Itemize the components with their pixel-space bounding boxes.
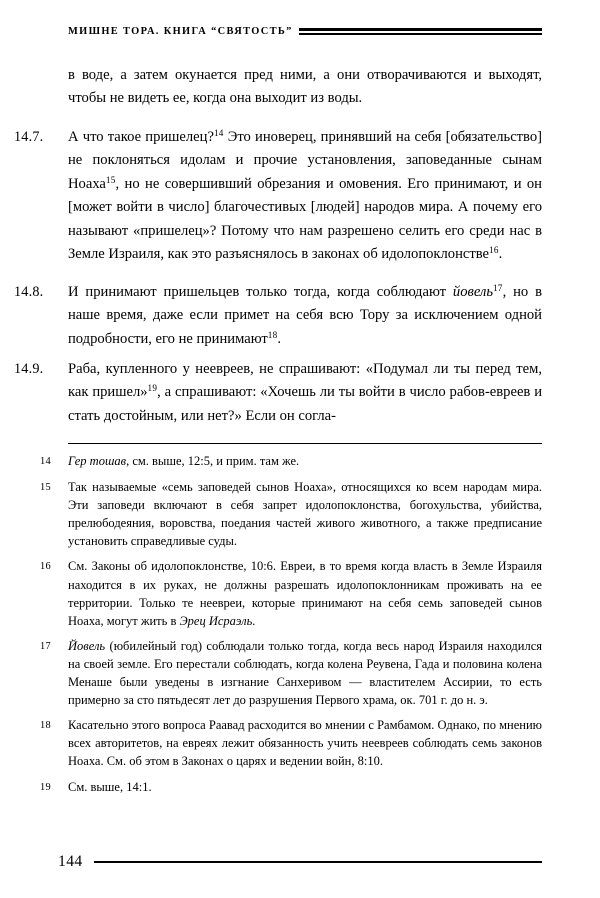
section-14-8-text-1: И принимают пришельцев только тогда, когда соблюдают <box>68 284 453 300</box>
footnote-17-rest: (юбилейный год) соблюдали только тогда, когда весь народ Израиля находился на своей земле. Его перестали соблюдать, когда колена Реувена, Гада и половина колена Менаше были уведены в изгнание Санхеривом — властителем Ассирии, то есть примерно за сто пятьдесят лет до разрушения Первого храма, ок. 701 г. до н. э. <box>68 638 542 708</box>
footnote-item <box>40 452 542 471</box>
section-14-9-text-2: , а спрашивают: «Хочешь ли ты войти в число рабов-евреев и стать достойным, или нет?» Если он согла- <box>68 384 543 424</box>
section-14-7 <box>14 126 542 266</box>
lead-paragraph-block <box>68 64 542 111</box>
header-double-rule <box>299 28 542 35</box>
footnote-marker-15[interactable]: 15 <box>105 175 116 186</box>
footnote-item <box>40 778 542 797</box>
lead-paragraph-text: в воде, а затем окунается пред ними, а они отворачиваются и выходят, чтобы не видеть ее, когда она выходит из воды. <box>68 67 542 107</box>
footnote-number-17: 17 <box>40 640 51 652</box>
footnote-number-16: 16 <box>40 561 51 573</box>
section-body-14-7 <box>68 126 542 266</box>
footnote-14-italic-term: Гер тошав <box>68 454 127 468</box>
footnote-text-15: Так называемые «семь заповедей сынов Ноаха», относящихся ко всем народам мира. Эти заповеди включают в себя запрет идолопоклонства, богохульства, убийства, прелюбодеяния, воровства, поедания частей живого животного, а также предписание установить справедливые суды. <box>68 480 542 549</box>
footnote-marker-18[interactable]: 18 <box>267 330 278 341</box>
footnote-text-16 <box>68 557 542 629</box>
section-14-7-text-1: А что такое пришелец? <box>68 129 214 145</box>
footnote-number-19: 19 <box>40 781 51 793</box>
footnote-16-italic-term: Эрец Исраэль <box>179 613 253 628</box>
footnote-number-14: 14 <box>40 456 51 467</box>
section-14-8-italic-term: йовель <box>452 284 493 300</box>
footnote-16-before: См. Законы об идолопоклонстве, 10:6. Евреи, в то время когда власть в Земле Израиля находится в их руках, не должны разрешать идолопоклонникам проживать на ее территории. Только те неевреи, которые принимают на себя семь заповедей сынов Ноаха, могут жить в <box>68 559 542 628</box>
footnote-marker-14[interactable]: 14 <box>213 128 224 139</box>
section-14-8 <box>14 281 542 351</box>
footnote-marker-16[interactable]: 16 <box>489 245 499 256</box>
footnote-text-17 <box>68 637 542 709</box>
footnote-number-18: 18 <box>40 720 51 732</box>
footnote-item <box>40 557 542 629</box>
section-14-9 <box>14 358 542 428</box>
footnote-marker-17[interactable]: 17 <box>492 283 503 294</box>
folio-rule <box>94 861 542 863</box>
footnote-item <box>40 478 542 550</box>
section-14-7-text-3: , но не совершивший обрезания и омовения. Его принимают, и он [может войти в число] благочестивых [людей] народов мира. А почему его называют «пришелец»? Потому что нам разрешено селить его среди нас в Земле Израиля, как это разъяснялось в законах об идолопоклонстве <box>68 175 542 263</box>
footnote-16-after: . <box>252 613 256 628</box>
section-number-14-7: 14.7. <box>14 129 44 145</box>
running-header-title: МИШНЕ ТОРА. КНИГА “СВЯТОСТЬ” <box>68 25 293 37</box>
section-14-8-text-3: . <box>277 330 282 347</box>
footnote-14-rest: , см. выше, 12:5, и прим. там же. <box>126 454 300 468</box>
section-14-8-text-2: , но в наше время, даже если примет на себя всю Тору за исключением одной подробности, его не принимают <box>68 284 542 347</box>
footnote-marker-19[interactable]: 19 <box>147 383 158 394</box>
section-body-14-9 <box>68 358 542 428</box>
page-number: 144 <box>58 853 83 871</box>
footnotes-block <box>40 452 542 804</box>
footnote-text-14 <box>68 452 542 470</box>
section-14-7-text-4: . <box>498 246 503 263</box>
footnote-number-15: 15 <box>40 482 51 494</box>
section-number-14-8: 14.8. <box>14 284 44 300</box>
section-14-7-text-2: Это иноверец, принявший на себя [обязательство] не поклоняться идолам и прочие установления, заповеданные сынам Ноаха <box>68 129 542 192</box>
folio <box>58 854 542 870</box>
section-body-14-8 <box>68 281 542 351</box>
footnote-item <box>40 716 542 770</box>
footnote-text-18: Касательно этого вопроса Раавад расходится во мнении с Рамбамом. Однако, по мнению всех авторитетов, на евреях лежит обязанность учить неевреев соблюдать семь законов Ноаха. См. об этом в Законах о царях и ведении войн, 8:10. <box>68 718 542 769</box>
section-14-9-text-1: Раба, купленного у неевреев, не спрашивают: «Подумал ли ты перед тем, как пришел» <box>68 361 542 401</box>
footnote-separator-rule <box>68 443 542 444</box>
footnote-item <box>40 637 542 709</box>
footnote-17-italic-term: Йовель <box>68 638 106 653</box>
running-header <box>68 20 542 44</box>
section-number-14-9: 14.9. <box>14 361 44 377</box>
footnote-text-19: См. выше, 14:1. <box>68 779 152 794</box>
